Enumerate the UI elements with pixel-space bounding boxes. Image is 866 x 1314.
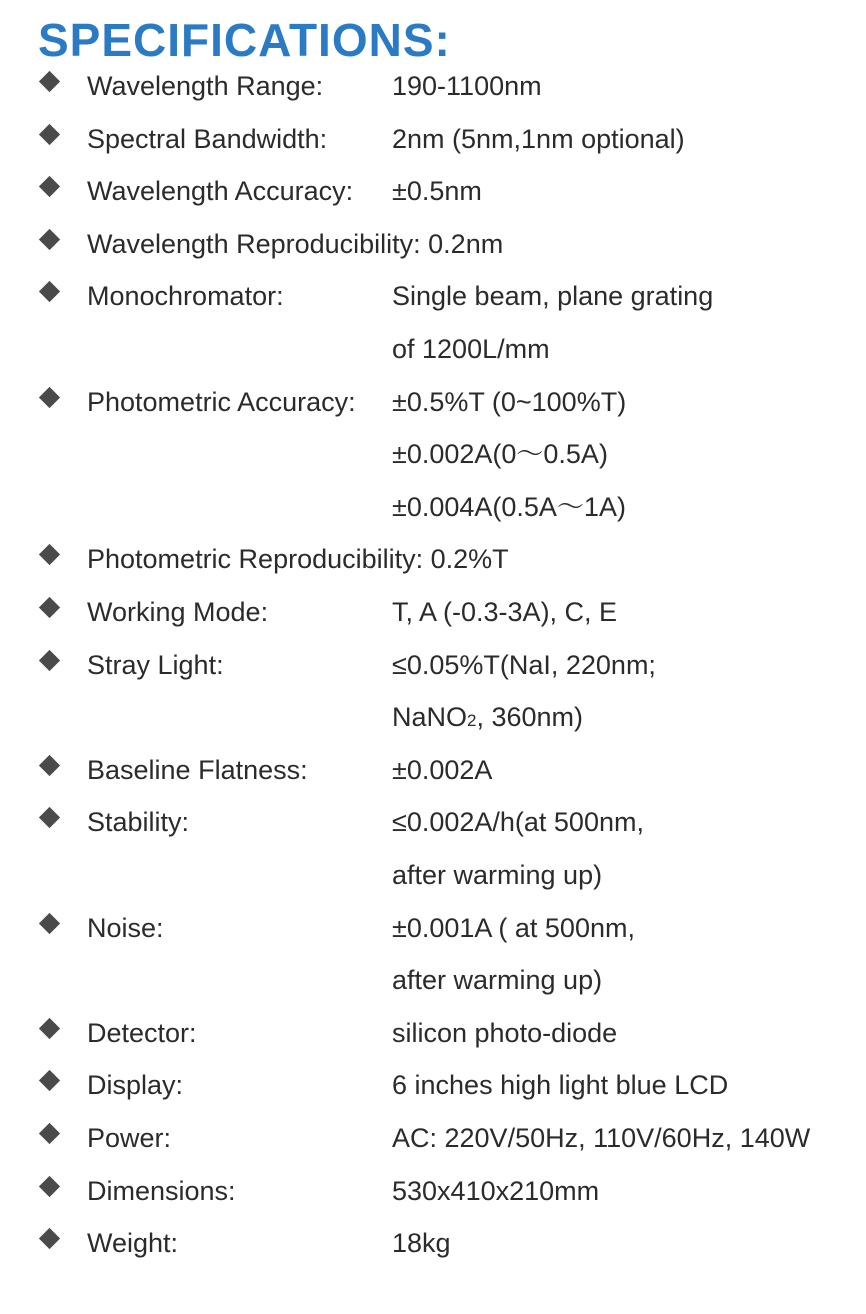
spec-value: of 1200L/mm [392,334,550,364]
spec-value: 6 inches high light blue LCD [392,1070,729,1101]
spec-value: ±0.002A [392,754,493,785]
diamond-icon [39,1123,60,1144]
spec-value: after warming up) [392,860,603,890]
spec-label: Wavelength Reproducibility: 0.2nm [87,228,504,259]
spec-label: Photometric Reproducibility: 0.2%T [87,544,509,575]
spec-value: ±0.5nm [392,176,482,207]
spec-label: Dimensions: [87,1175,236,1206]
spec-item [0,165,866,217]
spec-label: Wavelength Accuracy: [87,176,354,207]
diamond-icon [39,229,60,250]
spec-label: Monochromator: [87,281,284,312]
diamond-icon [39,386,60,407]
spec-item [0,744,866,796]
spec-label: Spectral Bandwidth: [87,123,328,154]
spec-item-continuation [0,428,866,480]
spec-value: ≤0.002A/h(at 500nm, [392,807,644,838]
spec-value: ±0.004A(0.5A～1A) [392,491,626,522]
diamond-icon [39,281,60,302]
spec-item [0,60,866,112]
spec-value: NaNO2, 360nm) [392,702,584,733]
spec-value: after warming up) [392,965,603,996]
diamond-icon [39,912,60,933]
spec-label: Noise: [87,912,164,943]
diamond-icon [39,71,60,92]
spec-item [0,586,866,638]
spec-value: T, A (-0.3-3A), C, E [392,597,618,627]
spec-label: Photometric Accuracy: [87,386,356,417]
spec-item-continuation [0,323,866,375]
diamond-icon [39,1070,60,1091]
diamond-icon [39,597,60,618]
spec-value: ±0.5%T (0~100%T) [392,386,627,417]
spec-item-continuation [0,481,866,533]
spec-item [0,218,866,270]
page-title: SPECIFICATIONS: [38,14,451,66]
spec-label: Stray Light: [87,649,224,680]
diamond-icon [39,1018,60,1039]
diamond-icon [39,544,60,565]
diamond-icon [39,807,60,828]
spec-value: 530x410x210mm [392,1175,600,1206]
spec-label: Display: [87,1070,184,1101]
spec-item [0,1007,866,1059]
spec-label: Wavelength Range: [87,71,324,101]
diamond-icon [39,1175,60,1196]
spec-item-continuation [0,954,866,1006]
spec-value: ±0.002A(0～0.5A) [392,439,608,470]
diamond-icon [39,123,60,144]
spec-label: Power: [87,1123,172,1153]
spec-item [0,1059,866,1111]
spec-label: Stability: [87,807,190,838]
spec-value: ±0.001A ( at 500nm, [392,912,635,943]
spec-label: Detector: [87,1017,197,1048]
spec-item [0,796,866,848]
spec-item [0,533,866,585]
spec-item [0,639,866,691]
diamond-icon [39,755,60,776]
spec-value: 18kg [392,1228,451,1259]
diamond-icon [39,649,60,670]
spec-item-continuation [0,849,866,901]
spec-value: Single beam, plane grating [392,281,714,312]
diamond-icon [39,1228,60,1249]
spec-value: ≤0.05%T(NaI, 220nm; [392,649,656,680]
spec-item [0,376,866,428]
spec-item [0,1217,866,1269]
spec-value: AC: 220V/50Hz, 110V/60Hz, 140W [392,1123,811,1153]
spec-item [0,113,866,165]
spec-item-continuation [0,691,866,743]
spec-item [0,902,866,954]
diamond-icon [39,176,60,197]
spec-item [0,1165,866,1217]
spec-item [0,270,866,322]
spec-label: Weight: [87,1228,179,1259]
spec-value: 2nm (5nm,1nm optional) [392,123,685,154]
spec-item [0,1112,866,1164]
spec-value: silicon photo-diode [392,1017,618,1048]
spec-value: 190-1100nm [392,71,542,101]
spec-label: Working Mode: [87,597,269,627]
spec-label: Baseline Flatness: [87,754,308,785]
